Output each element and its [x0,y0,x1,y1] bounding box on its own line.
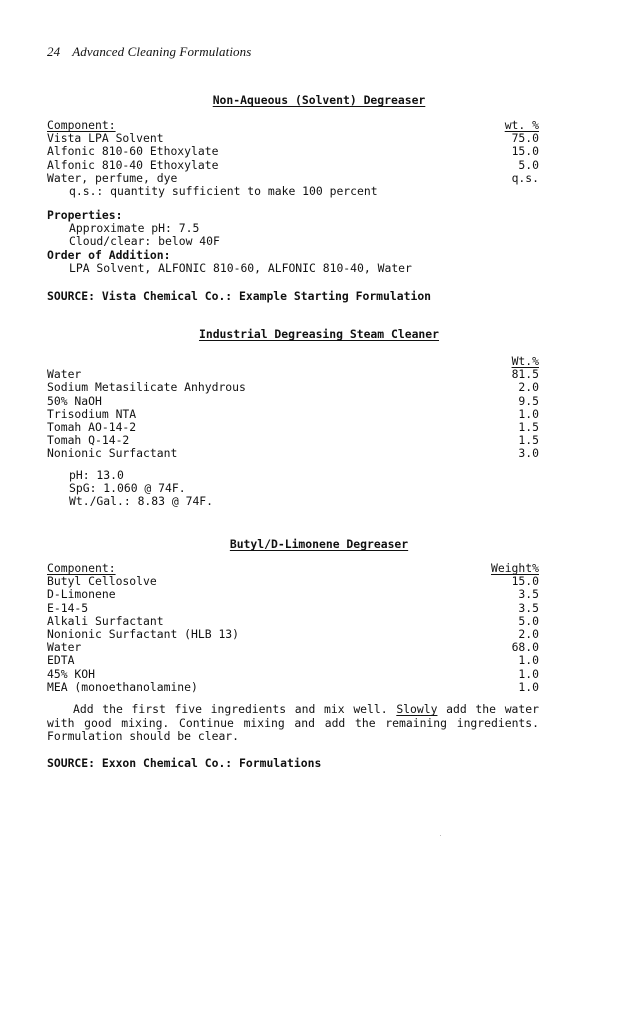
ingredient-name: MEA (monoethanolamine) [47,679,198,694]
steam-cleaner-properties [47,469,539,509]
ingredient-name: Nonionic Surfactant [47,446,178,461]
ingredient-value: 3.5 [518,600,539,615]
table-row [47,447,539,460]
property-item: SpG: 1.060 @ 74F. [69,481,186,496]
properties-block [47,209,539,275]
order-of-addition-label: Order of Addition: [47,247,171,262]
ingredient-name: Alfonic 810-40 Ethoxylate [47,157,219,172]
ingredient-name: Sodium Metasilicate Anhydrous [47,380,246,395]
ingredient-value: 1.0 [518,679,539,694]
column-header-component: Component: [47,561,116,575]
mixing-instructions [47,703,539,744]
ingredient-name: Water [47,367,82,382]
formulation-table-steam-cleaner [47,355,539,461]
ingredient-name: D-Limonene [47,587,116,602]
page-number: 24 [47,44,61,59]
running-header [47,44,251,60]
ingredient-name: Tomah AO-14-2 [47,420,137,435]
ingredient-value: 15.0 [511,144,539,159]
ingredient-value: 81.5 [511,367,539,382]
table-row [47,588,539,601]
ingredient-name: Trisodium NTA [47,406,137,421]
ingredient-value: 2.0 [518,627,539,642]
ingredient-value: 5.0 [518,157,539,172]
ingredient-value: 1.0 [518,653,539,668]
formulation-table-butyl-limonene [47,562,539,694]
table-row [47,395,539,408]
ingredient-value: 75.0 [511,131,539,146]
ingredient-name: 50% NaOH [47,393,102,408]
ingredient-name: EDTA [47,653,75,668]
ingredient-name: Nonionic Surfactant (HLB 13) [47,627,240,642]
property-item: Approximate pH: 7.5 [69,221,200,236]
ingredient-name: Water, perfume, dye [47,170,178,185]
ingredient-value: 3.0 [518,446,539,461]
ingredient-name: E-14-5 [47,600,89,615]
section-title-butyl-limonene-degreaser: Butyl/D-Limonene Degreaser [229,537,409,551]
property-item: pH: 13.0 [69,468,124,482]
table-row [47,668,539,681]
ingredient-value: 3.5 [518,587,539,602]
table-row [47,641,539,654]
order-of-addition-text: LPA Solvent, ALFONIC 810-60, ALFONIC 810-40, Water [69,260,412,275]
table-row [47,654,539,667]
table-row [47,575,539,588]
ingredient-value: 2.0 [518,380,539,395]
table-row [47,681,539,694]
ingredient-value: 5.0 [518,613,539,628]
section-title-steam-cleaner: Industrial Degreasing Steam Cleaner [198,327,440,341]
instructions-part-1: Add the first five ingredients and mix well. [73,702,397,716]
column-header-weight: Weight% [490,561,539,575]
ingredient-value: 1.5 [518,433,539,448]
table-row [47,381,539,394]
ingredient-value: 1.5 [518,420,539,435]
qs-note: q.s.: quantity sufficient to make 100 percent [69,184,378,199]
ingredient-name: Tomah Q-14-2 [47,433,130,448]
ingredient-value: 1.0 [518,666,539,681]
ingredient-value: 15.0 [511,574,539,589]
column-header-component: Component: [47,118,116,132]
ingredient-value: q.s. [511,170,539,185]
ingredient-value: 9.5 [518,393,539,408]
property-item: Wt./Gal.: 8.83 @ 74F. [69,494,214,509]
scan-speck [440,835,441,836]
ingredient-name: Vista LPA Solvent [47,131,164,146]
ingredient-name: Alkali Surfactant [47,613,164,628]
column-header-weight: wt. % [504,118,539,132]
ingredient-name: Butyl Cellosolve [47,574,157,589]
table-row [47,602,539,615]
ingredient-value: 1.0 [518,406,539,421]
book-title: Advanced Cleaning Formulations [72,44,252,59]
ingredient-name: Alfonic 810-60 Ethoxylate [47,144,219,159]
ingredient-value: 68.0 [511,640,539,655]
table-row [47,145,539,158]
instructions-slowly: Slowly [396,702,438,716]
ingredient-name: 45% KOH [47,666,96,681]
property-item: Cloud/clear: below 40F [69,234,220,249]
source-vista: SOURCE: Vista Chemical Co.: Example Starting Formulation [47,289,432,303]
ingredient-name: Water [47,640,82,655]
formulation-table-solvent-degreaser [47,119,539,198]
table-row [47,159,539,172]
table-header-row [47,355,539,368]
table-row [47,628,539,641]
column-header-weight: Wt.% [511,354,539,368]
instructions-part-2: add the water with good mixing. Continue mixing and add the remaining ingredients. Formulation should be clear. [47,702,539,744]
section-title-solvent-degreaser: Non-Aqueous (Solvent) Degreaser [212,93,426,107]
properties-label: Properties: [47,208,123,222]
source-exxon: SOURCE: Exxon Chemical Co.: Formulations [47,756,322,770]
